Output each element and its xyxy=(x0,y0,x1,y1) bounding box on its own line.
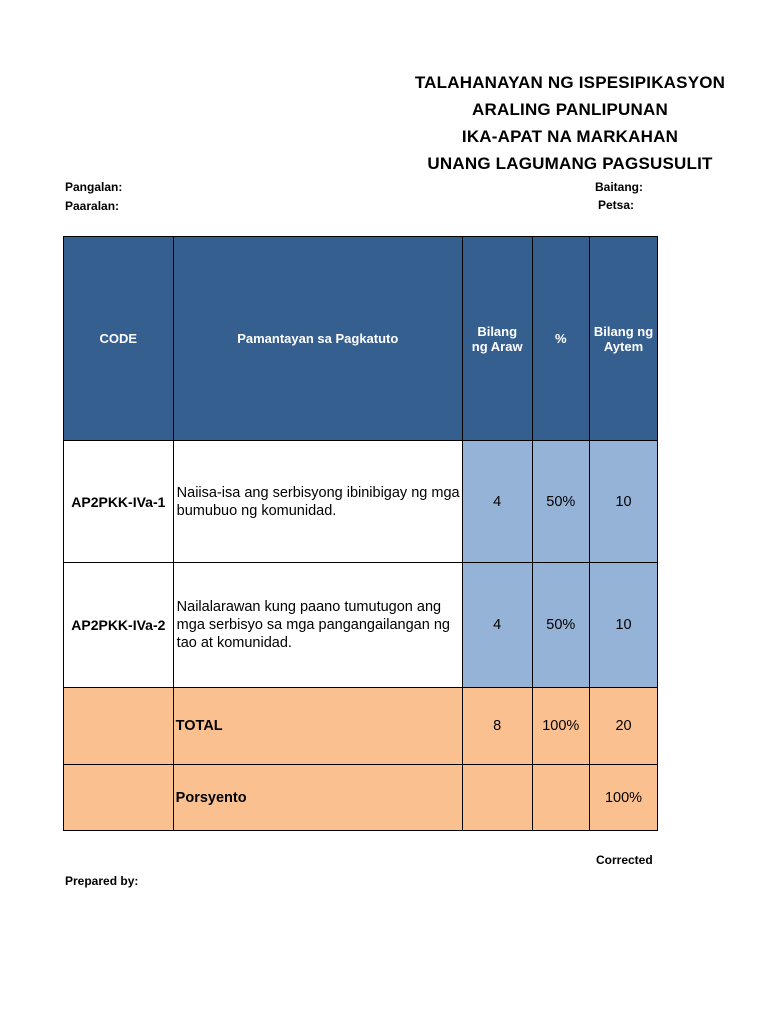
title-line-2: ARALING PANLIPUNAN xyxy=(472,100,668,119)
percentage-row xyxy=(64,765,658,831)
total-items: 20 xyxy=(590,688,658,765)
percentage-days-empty xyxy=(462,765,532,831)
row-days: 4 xyxy=(462,441,532,563)
row-percent: 50% xyxy=(532,563,590,688)
row-code: AP2PKK-IVa-2 xyxy=(64,563,174,688)
prepared-by-label: Prepared by: xyxy=(65,874,139,888)
corrected-label: Corrected xyxy=(596,853,653,867)
row-items: 10 xyxy=(590,563,658,688)
school-label: Paaralan: xyxy=(65,199,120,213)
specification-table xyxy=(63,236,658,831)
table-row xyxy=(64,563,658,688)
header-items-text: Bilang ng Aytem xyxy=(593,323,654,354)
row-percent: 50% xyxy=(532,441,590,563)
percentage-label: Porsyento xyxy=(173,765,462,831)
row-items: 10 xyxy=(590,441,658,563)
header-percent: % xyxy=(532,237,590,441)
header-code: CODE xyxy=(64,237,174,441)
title-line-4: UNANG LAGUMANG PAGSUSULIT xyxy=(427,154,713,173)
row-code: AP2PKK-IVa-1 xyxy=(64,441,174,563)
row-competency: Naiisa-isa ang serbisyong ibinibigay ng mga bumubuo ng komunidad. xyxy=(173,441,462,563)
header-items xyxy=(590,237,658,441)
grade-label: Baitang: xyxy=(595,180,643,194)
total-code-empty xyxy=(64,688,174,765)
total-days: 8 xyxy=(462,688,532,765)
title-line-3: IKA-APAT NA MARKAHAN xyxy=(461,127,679,146)
total-label: TOTAL xyxy=(173,688,462,765)
total-row xyxy=(64,688,658,765)
row-competency: Nailalarawan kung paano tumutugon ang mga serbisyo sa mga pangangailangan ng tao at komunidad. xyxy=(173,563,462,688)
table-header-row xyxy=(64,237,658,441)
header-days xyxy=(462,237,532,441)
date-label: Petsa: xyxy=(598,198,635,212)
header-days-text: Bilang ng Araw xyxy=(471,323,523,354)
title-line-1: TALAHANAYAN NG ISPESIPIKASYON xyxy=(414,73,726,92)
row-days: 4 xyxy=(462,563,532,688)
percentage-code-empty xyxy=(64,765,174,831)
percentage-percent-empty xyxy=(532,765,590,831)
total-percent: 100% xyxy=(532,688,590,765)
name-label: Pangalan: xyxy=(65,180,123,194)
percentage-items: 100% xyxy=(590,765,658,831)
header-competency: Pamantayan sa Pagkatuto xyxy=(173,237,462,441)
table-row xyxy=(64,441,658,563)
